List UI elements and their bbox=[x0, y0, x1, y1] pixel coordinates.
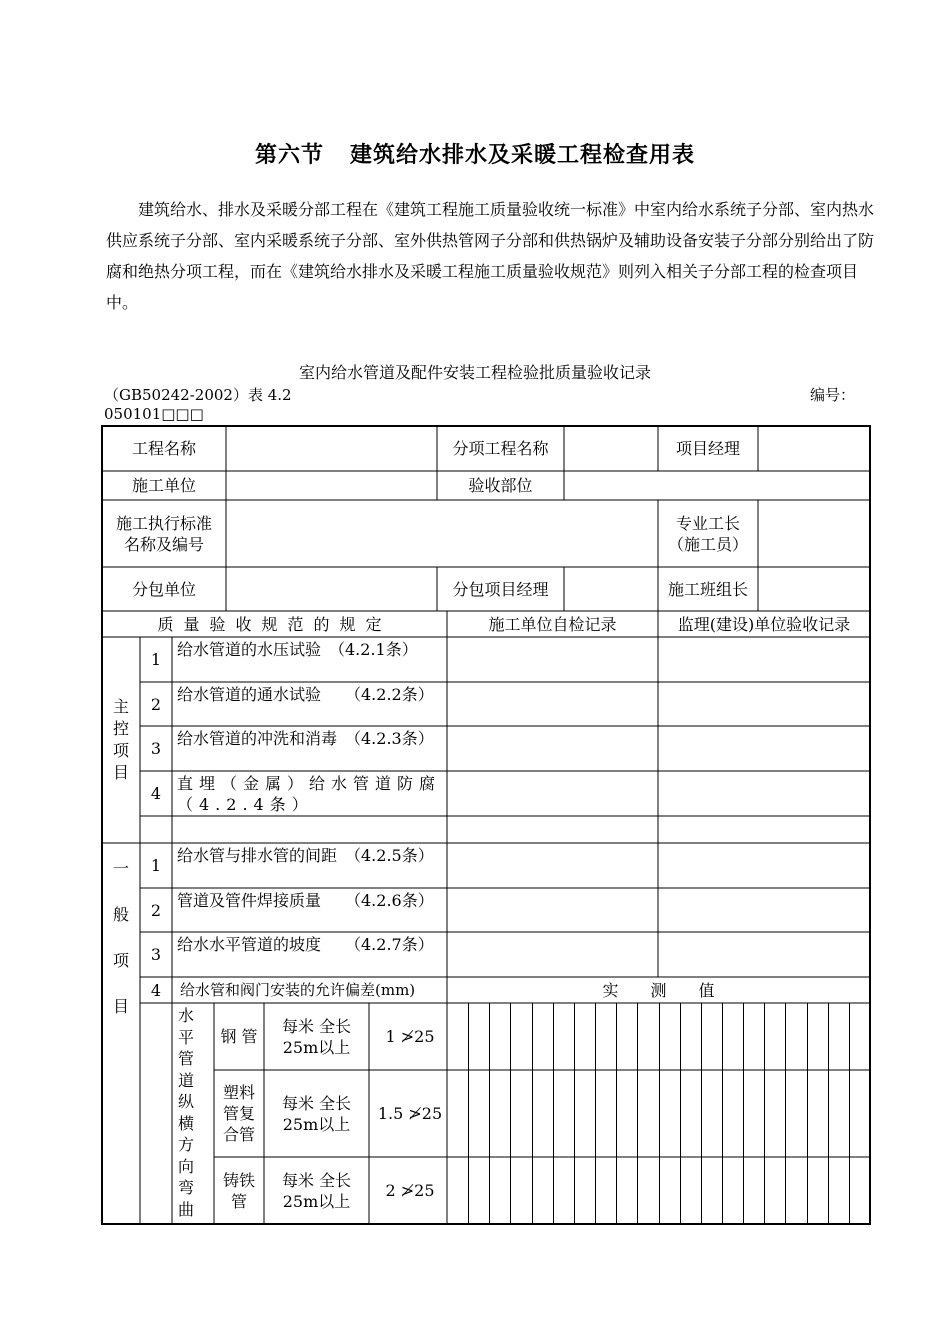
scope-plastic: 每米 全长25m以上 bbox=[281, 1093, 352, 1134]
sub-project-name-label: 分项工程名称 bbox=[452, 439, 549, 458]
form-title: 室内给水管道及配件安装工程检验批质量验收记录 bbox=[298, 363, 651, 382]
general-label: 一般项目 bbox=[113, 859, 129, 1016]
measured-values-header: 实 测 值 bbox=[602, 980, 715, 1000]
general-item-3-no: 3 bbox=[150, 945, 162, 964]
foreman-label: 专业工长 （施工员） bbox=[667, 513, 748, 554]
main-item-2-text: 给水管道的通水试验 （4.2.2条） bbox=[177, 685, 434, 704]
subcontract-unit-label: 分包单位 bbox=[131, 579, 196, 599]
general-item-1-no: 1 bbox=[150, 856, 162, 875]
standard-code: （GB50242-2002）表 4.2 bbox=[104, 386, 292, 404]
pipe-steel: 钢 管 bbox=[220, 1027, 258, 1046]
general-item-4-no: 4 bbox=[150, 980, 162, 1000]
supervision-header: 监理(建设)单位验收记录 bbox=[677, 614, 851, 634]
deviation-group-label: 水平管道纵横方向弯曲 bbox=[178, 1006, 194, 1219]
exec-standard-label: 施工执行标准 名称及编号 bbox=[115, 513, 212, 554]
main-item-3-no: 3 bbox=[150, 739, 162, 758]
main-item-1-no: 1 bbox=[150, 650, 162, 669]
tolerance-steel: 1 ≯25 bbox=[385, 1027, 435, 1046]
tolerance-cast-iron: 2 ≯25 bbox=[385, 1181, 435, 1200]
subcontract-manager-label: 分包项目经理 bbox=[452, 579, 549, 599]
serial-number: 050101□□□ bbox=[104, 405, 204, 423]
number-label: 编号： bbox=[810, 386, 856, 404]
main-control-label: 主控项目 bbox=[113, 697, 129, 782]
pipe-cast-iron: 铸铁管 bbox=[222, 1170, 255, 1211]
acceptance-part-label: 验收部位 bbox=[468, 476, 533, 495]
team-leader-label: 施工班组长 bbox=[667, 579, 748, 599]
spec-header: 质量验收规范的规定 bbox=[157, 614, 392, 634]
section-title: 第六节 建筑给水排水及采暖工程检查用表 bbox=[254, 143, 696, 168]
general-item-2-no: 2 bbox=[150, 900, 162, 920]
general-item-2-text: 管道及管件焊接质量 （4.2.6条） bbox=[177, 891, 434, 910]
scope-cast-iron: 每米 全长25m以上 bbox=[281, 1170, 352, 1211]
pipe-plastic: 塑料管复合管 bbox=[222, 1083, 255, 1144]
project-name-label: 工程名称 bbox=[131, 439, 196, 458]
main-item-1-text: 给水管道的水压试验 （4.2.1条） bbox=[177, 640, 418, 659]
construction-unit-label: 施工单位 bbox=[131, 476, 196, 495]
intro-paragraph: 建筑给水、排水及采暖分部工程在《建筑工程施工质量验收统一标准》中室内给水系统子分部、室内热水供应系统子分部、室内采暖系统子分部、室外供热管网子分部和供热锅炉及辅助设备安装子分部分别给出了防腐和绝热分项工程，而在《建筑给水排水及采暖工程施工质量验收规范》则列入相关子分部工程的检查项目中。 bbox=[106, 200, 875, 312]
main-item-3-text: 给水管道的冲洗和消毒 （4.2.3条） bbox=[177, 729, 434, 748]
general-item-1-text: 给水管与排水管的间距 （4.2.5条） bbox=[177, 846, 434, 865]
main-item-4-no: 4 bbox=[150, 784, 162, 803]
self-check-header: 施工单位自检记录 bbox=[488, 614, 617, 634]
main-item-2-no: 2 bbox=[150, 694, 162, 714]
scope-steel: 每米 全长25m以上 bbox=[281, 1016, 352, 1057]
main-item-4-text: 直埋（金属）给水管道防腐（4.2.4条） bbox=[177, 774, 442, 814]
general-item-3-text: 给水水平管道的坡度 （4.2.7条） bbox=[177, 935, 434, 954]
project-manager-label: 项目经理 bbox=[675, 439, 740, 458]
general-item-4-text: 给水管和阀门安装的允许偏差(mm) bbox=[180, 981, 416, 999]
tolerance-plastic: 1.5 ≯25 bbox=[377, 1104, 443, 1123]
